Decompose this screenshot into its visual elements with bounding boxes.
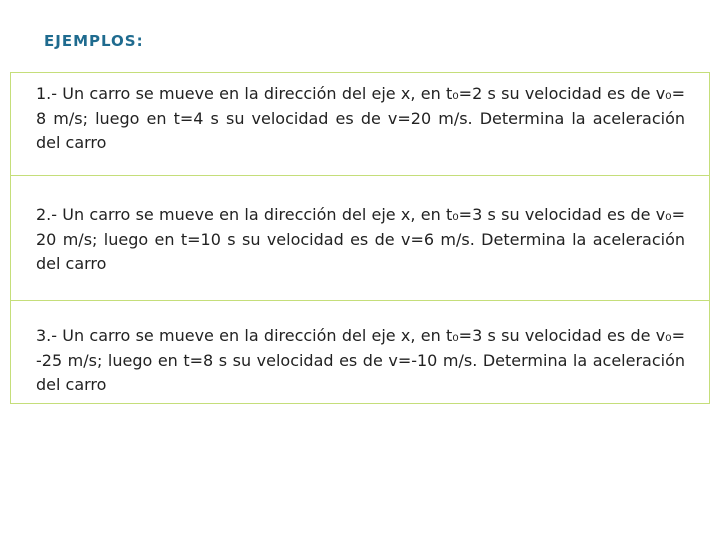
example-2-text: 2.- Un carro se mueve en la dirección del eje x, en t₀=3 s su velocidad es de v₀= 20 m/s; luego en t=10 s su velocidad es de v=6 m/s. Determina la aceleración del carro bbox=[36, 205, 685, 273]
example-row-3 bbox=[11, 300, 709, 404]
example-1-text: 1.- Un carro se mueve en la dirección del eje x, en t₀=2 s su velocidad es de v₀= 8 m/s; luego en t=4 s su velocidad es de v=20 m/s. Determina la aceleración del carro bbox=[36, 84, 685, 152]
example-row-1 bbox=[11, 73, 709, 175]
example-3-text: 3.- Un carro se mueve en la dirección del eje x, en t₀=3 s su velocidad es de v₀= -25 m/s; luego en t=8 s su velocidad es de v=-10 m/s. Determina la aceleración del carro bbox=[36, 326, 685, 394]
example-row-2 bbox=[11, 175, 709, 300]
examples-table bbox=[10, 72, 710, 404]
page-title: EJEMPLOS: bbox=[44, 32, 144, 50]
